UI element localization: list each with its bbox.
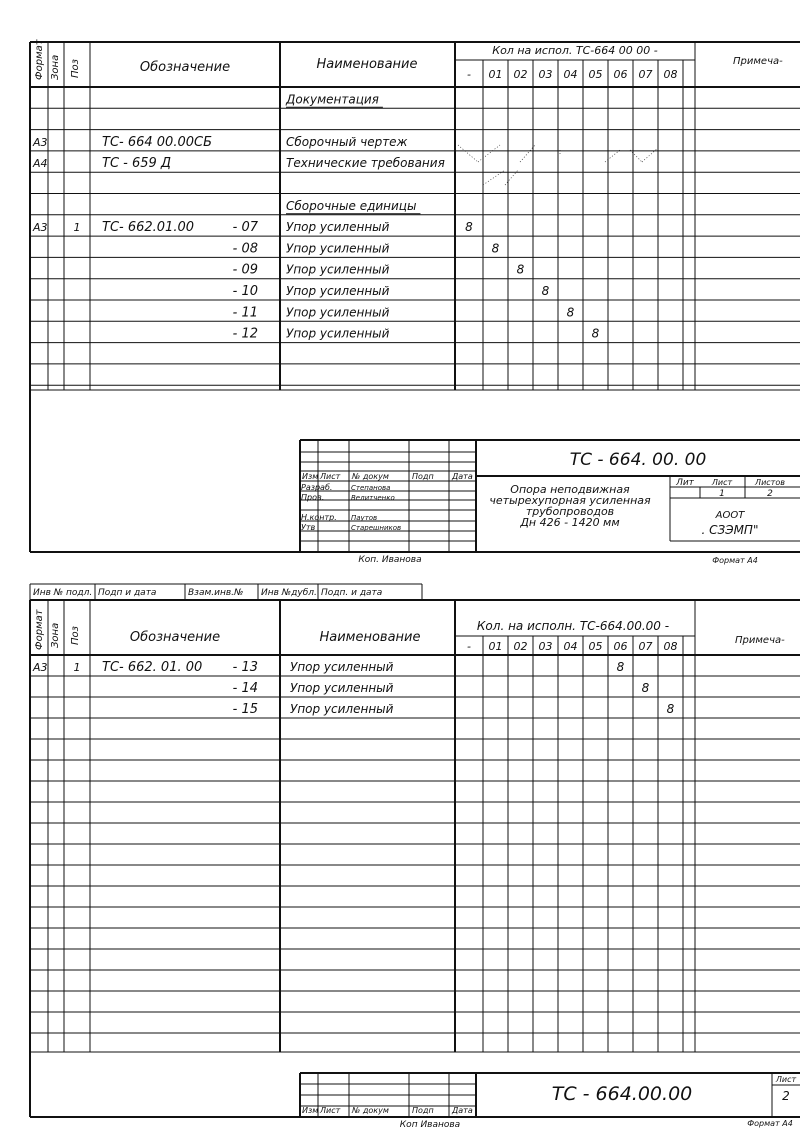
header-note: Примеча-: [733, 56, 783, 67]
qty-value: 8: [641, 681, 650, 695]
row-designation: ТС - 659 Д: [102, 156, 172, 172]
side-header-cell: Подп. и дата: [321, 588, 383, 598]
row-name: Сборочный чертеж: [286, 134, 408, 149]
stamp-name: Старешников: [351, 524, 402, 532]
stamp-sheets-no: 2: [767, 489, 773, 499]
pencil-mark: [630, 150, 642, 162]
stamp-role: Н.контр.: [301, 513, 337, 522]
stamp-copied: Коп. Иванова: [358, 555, 422, 565]
row-format: А3: [33, 135, 48, 149]
stamp-ndoc: № докум: [352, 1106, 389, 1115]
stamp-sheets: Листов: [755, 478, 785, 487]
exec-col-header: 04: [563, 640, 578, 653]
qty-value: 8: [491, 241, 500, 256]
stamp-title-line: трубопроводов: [525, 505, 615, 518]
stamp-sheet-no: 2: [782, 1089, 790, 1103]
row-sub: - 13: [232, 660, 258, 675]
side-header-cell: Инв №дубл.: [261, 588, 317, 598]
header-name: Наименование: [319, 630, 421, 645]
stamp-code: ТС - 664.00.00: [551, 1083, 693, 1105]
stamp-izm: Изм: [302, 1106, 319, 1115]
qty-value: 8: [616, 660, 625, 674]
stamp-sheet: Лист: [775, 1075, 797, 1084]
row-name: Упор усиленный: [286, 241, 390, 256]
header-zone: Зона: [50, 54, 61, 80]
exec-col-header: 06: [613, 68, 628, 81]
qty-value: 8: [566, 305, 575, 320]
exec-col-header: 02: [513, 640, 528, 653]
row-name: Упор усиленный: [286, 262, 390, 277]
row-name: Упор усиленный: [286, 220, 390, 235]
row-designation: ТС- 664 00.00СБ: [102, 134, 212, 150]
exec-col-header: 02: [513, 68, 528, 81]
header-qty-title: Кол. на исполн. ТС-664.00.00 -: [476, 619, 670, 633]
row-name: Упор усиленный: [290, 702, 394, 716]
stamp-ndoc: № докум: [352, 472, 389, 481]
header-pos: Поз: [70, 59, 81, 78]
stamp-code: ТС - 664. 00. 00: [569, 450, 707, 470]
row-sub: - 12: [232, 326, 258, 342]
row-name: Упор усиленный: [290, 660, 394, 674]
header-pos: Поз: [70, 626, 81, 645]
stamp-copied: Коп Иванова: [399, 1120, 461, 1130]
exec-col-header: 07: [638, 68, 653, 81]
stamp-izm: Изм: [302, 472, 319, 481]
row-sub: - 07: [232, 220, 258, 236]
stamp-format: Формат А4: [747, 1119, 793, 1128]
row-sub: - 11: [232, 305, 258, 321]
stamp-sheet-no: 1: [719, 489, 725, 499]
row-sub: - 10: [232, 284, 258, 299]
row-name: Упор усиленный: [290, 681, 394, 695]
pencil-mark: [478, 145, 500, 162]
stamp-role: Утв: [301, 523, 316, 532]
stamp-data: Дата: [452, 472, 473, 481]
header-format: Формат: [34, 609, 45, 650]
stamp-format: Формат А4: [712, 556, 758, 565]
stamp-sheet: Лист: [711, 478, 733, 487]
row-designation: ТС- 662. 01. 00: [102, 660, 203, 675]
stamp-role: Разраб.: [301, 483, 333, 492]
row-format: А4: [33, 157, 48, 171]
row-format: А3: [33, 661, 48, 674]
exec-col-header: 05: [588, 640, 603, 653]
row-name: Упор усиленный: [286, 326, 390, 341]
row-name: Технические требования: [286, 156, 445, 171]
row-format: А3: [33, 221, 48, 235]
stamp-title-line: Опора неподвижная: [510, 483, 630, 496]
qty-value: 8: [516, 262, 525, 277]
qty-value: 8: [541, 284, 550, 298]
stamp-title-line: четырехупорная усиленная: [489, 494, 651, 507]
exec-col-header: 06: [613, 640, 628, 653]
stamp-title-line: Дн 426 - 1420 мм: [520, 516, 620, 529]
header-designation: Обозначение: [129, 630, 221, 645]
stamp-lit: Лит: [676, 478, 694, 488]
exec-col-header: 08: [663, 640, 678, 653]
section-title: Документация: [286, 92, 379, 107]
stamp-name: Паутов: [351, 514, 378, 522]
stamp-role: Пров.: [301, 493, 325, 502]
qty-value: 8: [591, 326, 600, 341]
row-pos: 1: [73, 661, 81, 674]
pencil-mark: [458, 145, 478, 162]
exec-col-header: -: [467, 68, 471, 81]
exec-col-header: 04: [563, 68, 578, 81]
header-format: Формат: [34, 39, 45, 80]
side-header-cell: Инв № подл.: [33, 588, 93, 598]
header-name: Наименование: [316, 57, 418, 72]
row-sub: - 15: [232, 702, 258, 717]
exec-col-header: 05: [588, 68, 603, 81]
stamp-org1: АООТ: [715, 510, 745, 521]
pencil-mark: [605, 150, 620, 162]
exec-col-header: 08: [663, 68, 678, 81]
row-name: Упор усиленный: [286, 284, 390, 298]
side-header-cell: Взам.инв.№: [188, 588, 244, 598]
exec-col-header: 01: [488, 68, 503, 81]
row-sub: - 09: [232, 262, 258, 278]
header-zone: Зона: [50, 622, 61, 648]
row-designation: ТС- 662.01.00: [102, 220, 195, 236]
pencil-mark: [642, 148, 658, 162]
exec-col-header: 03: [538, 68, 553, 81]
header-designation: Обозначение: [139, 60, 231, 75]
row-sub: - 14: [232, 681, 258, 696]
row-sub: - 08: [232, 241, 258, 257]
section-title: Сборочные единицы: [286, 198, 417, 213]
row-pos: 1: [73, 221, 81, 235]
side-header-cell: Подп и дата: [98, 588, 157, 598]
stamp-list: Лист: [320, 472, 341, 481]
qty-value: 8: [666, 702, 675, 716]
row-name: Упор усиленный: [286, 305, 390, 320]
stamp-podp: Подп: [412, 472, 434, 481]
header-note: Примеча-: [735, 635, 785, 646]
exec-col-header: -: [467, 640, 471, 653]
stamp-data: Дата: [452, 1106, 473, 1115]
stamp-org2: . СЗЭМП": [701, 523, 759, 537]
stamp-name: Степанова: [351, 484, 391, 492]
qty-value: 8: [465, 220, 473, 235]
stamp-list: Лист: [320, 1106, 341, 1115]
exec-col-header: 03: [538, 640, 553, 653]
stamp-podp: Подп: [412, 1106, 434, 1115]
stamp-name: Велитченко: [351, 494, 395, 502]
header-qty-title: Кол на испол. ТС-664 00 00 -: [492, 44, 658, 57]
exec-col-header: 07: [638, 640, 653, 653]
exec-col-header: 01: [488, 640, 503, 653]
